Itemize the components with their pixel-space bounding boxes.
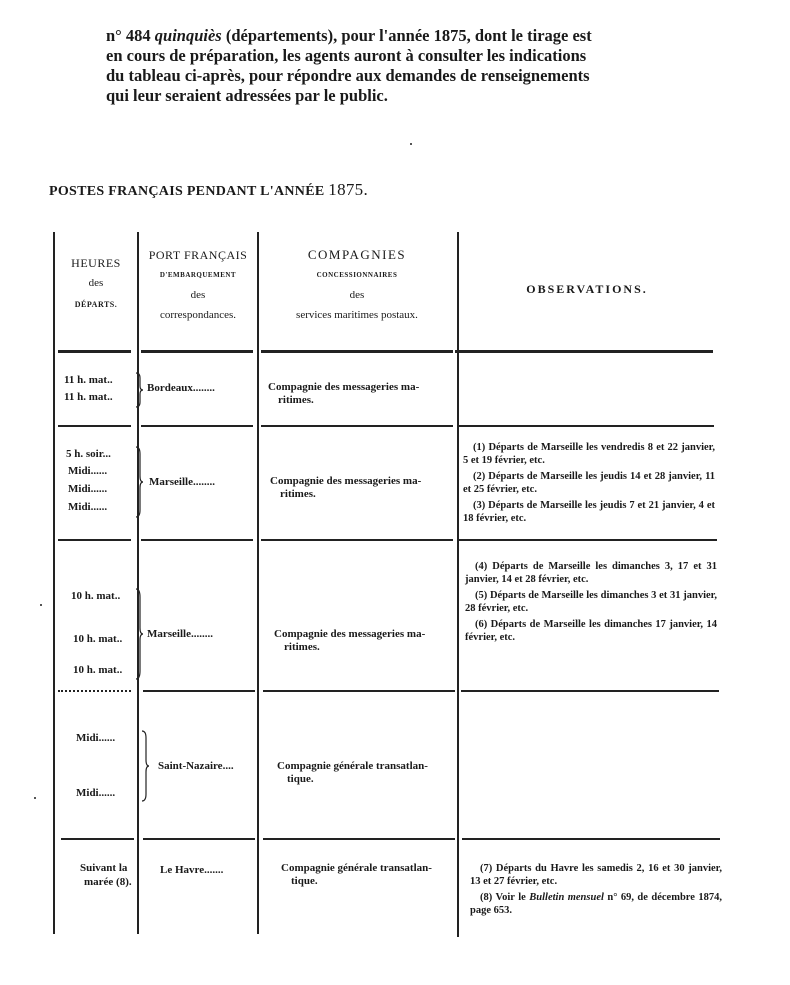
departure-time: 10 h. mat..	[71, 590, 121, 602]
brace-icon	[134, 446, 144, 518]
company-line-1: Compagnie des messageries ma-	[274, 628, 426, 640]
note-6: (6) Départs de Marseille les dimanches 17 janvier, 14 février, etc.	[465, 619, 717, 643]
header-compagnies-des: des	[349, 289, 365, 301]
header-rule	[58, 350, 131, 353]
header-heures	[56, 256, 136, 312]
departure-time: 10 h. mat..	[73, 664, 123, 676]
header-port-correspondances: correspondances.	[159, 309, 237, 321]
header-compagnies	[262, 248, 452, 322]
port-le-havre: Le Havre.......	[160, 864, 224, 876]
departure-time: Midi......	[76, 787, 116, 799]
departure-time: marée (8).	[84, 876, 132, 888]
header-observations	[462, 282, 712, 296]
header-observations-title: OBSERVATIONS.	[526, 282, 648, 296]
row-rule	[459, 539, 717, 541]
row-rule	[261, 425, 453, 427]
note-1: (1) Départs de Marseille les vendredis 8 et 22 janvier, 5 et 19 février, etc.	[463, 442, 715, 466]
note-5: (5) Départs de Marseille les dimanches 3 et 31 janvier, 28 février, etc.	[465, 590, 717, 614]
row-rule	[462, 838, 720, 840]
company-line-2: ritimes.	[278, 394, 314, 406]
intro-line-1	[106, 26, 691, 46]
header-heures-title: HEURES	[71, 256, 121, 270]
departure-time: Suivant la	[80, 862, 128, 874]
departure-time: Midi......	[68, 483, 108, 495]
ink-speck	[410, 143, 412, 145]
brace-icon	[140, 730, 150, 802]
company-line-1: Compagnie générale transatlan-	[281, 862, 432, 874]
row-rule	[458, 425, 714, 427]
note-8	[470, 891, 722, 917]
brace-icon	[134, 372, 144, 408]
column-divider	[457, 232, 459, 937]
header-compagnies-services: services maritimes postaux.	[296, 309, 418, 321]
ink-speck	[34, 797, 36, 799]
observation-notes	[465, 560, 717, 647]
departure-time: Midi......	[76, 732, 116, 744]
company-transatlantique	[281, 862, 461, 888]
row-rule	[263, 690, 455, 692]
note-2: (2) Départs de Marseille les jeudis 14 et 28 janvier, 11 et 25 février, etc.	[463, 471, 715, 495]
header-heures-des: des	[88, 277, 104, 289]
intro-line-2: en cours de préparation, les agents auront à consulter les indications	[106, 46, 587, 65]
row-rule	[58, 425, 131, 427]
intro-line-1-rest: (départements), pour l'année 1875, dont le tirage est	[221, 26, 592, 45]
ink-speck	[40, 604, 42, 606]
departure-time: Midi......	[68, 501, 108, 513]
table-border-left	[53, 232, 55, 934]
table-title-year: 1875.	[328, 180, 369, 199]
port-marseille: Marseille........	[149, 476, 215, 488]
header-port	[139, 248, 257, 322]
company-line-2: tique.	[287, 773, 314, 785]
column-divider	[257, 232, 259, 934]
company-line-2: tique.	[291, 875, 318, 887]
header-compagnies-concessionnaires: CONCESSIONNAIRES	[316, 271, 398, 279]
row-rule	[143, 838, 255, 840]
company-messageries	[270, 475, 450, 501]
header-compagnies-title: COMPAGNIES	[307, 247, 407, 262]
intro-line-4: qui leur seraient adressées par le public.	[106, 86, 388, 105]
company-messageries	[268, 381, 448, 407]
note-3: (3) Départs de Marseille les jeudis 7 et 21 janvier, 4 et 18 février, etc.	[463, 500, 715, 524]
row-rule	[263, 838, 455, 840]
header-rule	[261, 350, 453, 353]
port-bordeaux: Bordeaux........	[147, 382, 215, 394]
note-7: (7) Départs du Havre les samedis 2, 16 et 30 janvier, 13 et 27 février, etc.	[470, 863, 722, 887]
departure-time: 10 h. mat..	[73, 633, 123, 645]
company-line-1: Compagnie des messageries ma-	[268, 381, 420, 393]
header-port-des: des	[190, 289, 206, 301]
company-line-2: ritimes.	[280, 488, 316, 500]
note-8-bulletin-title: Bulletin mensuel	[529, 892, 604, 903]
port-marseille: Marseille........	[147, 628, 213, 640]
company-line-2: ritimes.	[284, 641, 320, 653]
header-port-title: PORT FRANÇAIS	[148, 248, 248, 262]
row-rule	[58, 539, 131, 541]
row-rule	[461, 690, 719, 692]
table-title-text: POSTES FRANÇAIS PENDANT L'ANNÉE	[49, 184, 329, 199]
company-line-1: Compagnie des messageries ma-	[270, 475, 422, 487]
header-port-embarquement: D'EMBARQUEMENT	[159, 271, 237, 279]
row-rule	[261, 539, 453, 541]
company-line-1: Compagnie générale transatlan-	[277, 760, 428, 772]
intro-paragraph	[106, 26, 691, 106]
row-rule	[143, 690, 255, 692]
port-saint-nazaire: Saint-Nazaire....	[158, 760, 234, 772]
observation-notes	[470, 862, 722, 920]
intro-line-3: du tableau ci-après, pour répondre aux demandes de renseignements	[106, 66, 590, 85]
company-transatlantique	[277, 760, 457, 786]
table-title	[49, 180, 368, 200]
departure-time: 11 h. mat..	[64, 374, 113, 386]
company-messageries	[274, 628, 454, 654]
note-8-post: n° 69, de décembre 1874, page 653.	[470, 892, 723, 916]
row-rule	[141, 425, 253, 427]
row-rule	[141, 539, 253, 541]
departure-time: Midi......	[68, 465, 108, 477]
departure-time: 11 h. mat..	[64, 391, 113, 403]
header-heures-departs: DÉPARTS.	[74, 300, 118, 309]
header-rule	[455, 350, 713, 353]
quinquies-italic: quinquiès	[154, 26, 222, 45]
brace-icon	[134, 588, 144, 680]
bulletin-number: n° 484	[106, 26, 151, 45]
note-4: (4) Départs de Marseille les dimanches 3, 17 et 31 janvier, 14 et 28 février, etc.	[465, 561, 717, 585]
note-8-pre: (8) Voir le	[480, 892, 530, 903]
column-divider	[137, 232, 139, 934]
header-rule	[141, 350, 253, 353]
row-rule	[58, 690, 131, 692]
departure-time: 5 h. soir...	[66, 448, 111, 460]
observation-notes	[463, 441, 715, 528]
row-rule	[61, 838, 134, 840]
